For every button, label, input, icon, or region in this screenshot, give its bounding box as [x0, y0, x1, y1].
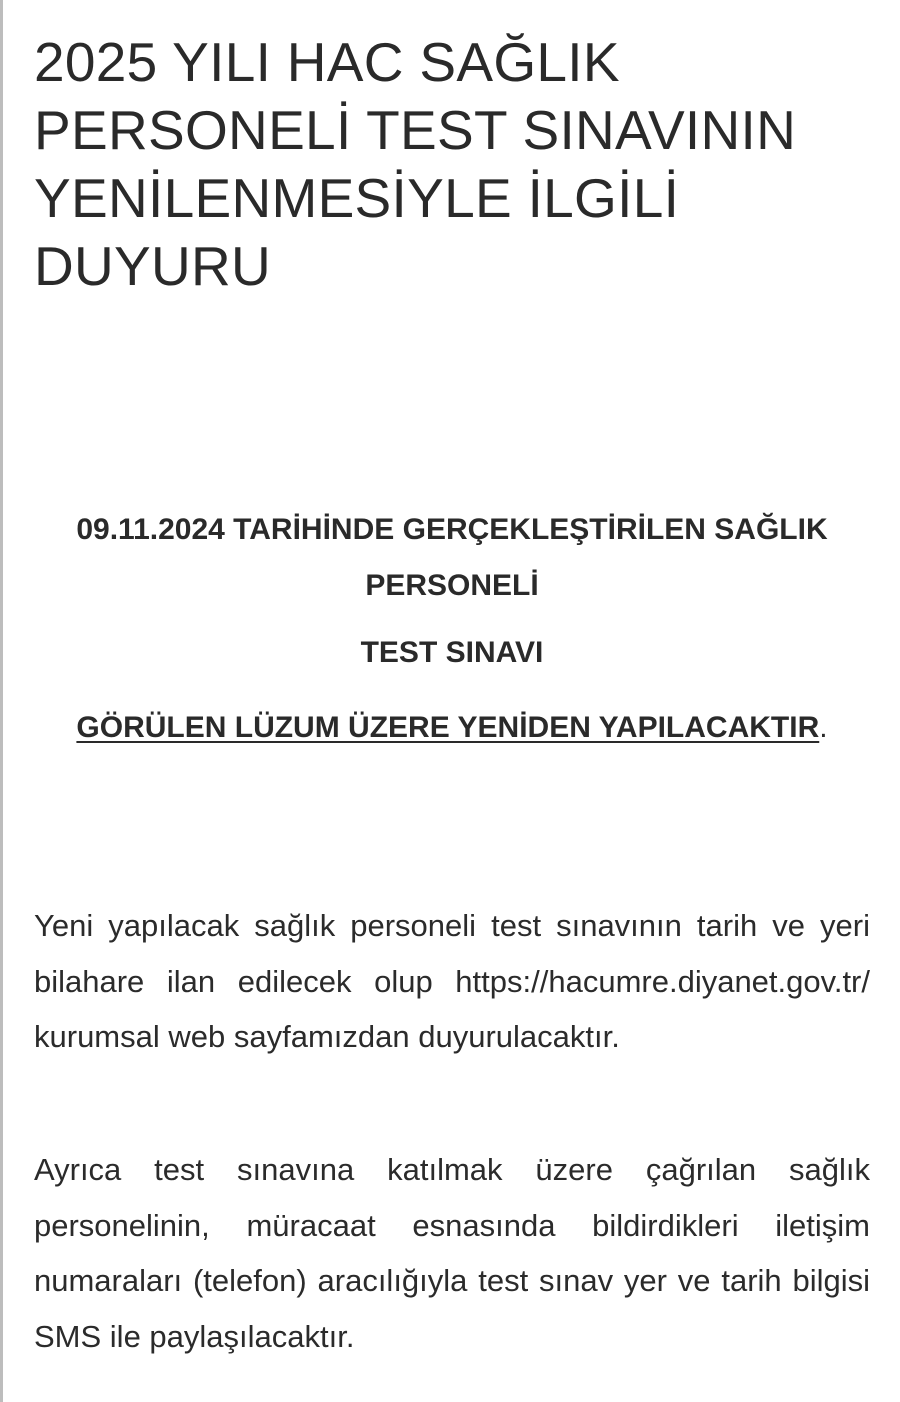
- retake-notice-text: GÖRÜLEN LÜZUM ÜZERE YENİDEN YAPILACAKTIR: [76, 711, 820, 744]
- paragraph-new-exam-info: Yeni yapılacak sağlık personeli test sınavının tarih ve yeri bilahare ilan edilecek olup https://hacumre.diyanet.gov.tr/ kurumsal web sayfamızdan duyurulacaktır.: [34, 908, 870, 1054]
- exam-date-heading: 09.11.2024 TARİHİNDE GERÇEKLEŞTİRİLEN SAĞLIK PERSONELİ: [76, 513, 828, 602]
- paragraph-sms-info: Ayrıca test sınavına katılmak üzere çağrılan sağlık personelinin, müracaat esnasında bildirdikleri iletişim numaraları (telefon) aracılığıyla test sınav yer ve tarih bilgisi SMS ile paylaşılacaktır.: [34, 1152, 870, 1354]
- retake-notice: [34, 700, 870, 756]
- page-title: 2025 YILI HAC SAĞLIK PERSONELİ TEST SINAVININ YENİLENMESİYLE İLGİLİ DUYURU: [34, 31, 797, 297]
- exam-name-heading: TEST SINAVI: [360, 636, 544, 669]
- retake-notice-period: .: [819, 711, 828, 744]
- left-border: [0, 0, 3, 1402]
